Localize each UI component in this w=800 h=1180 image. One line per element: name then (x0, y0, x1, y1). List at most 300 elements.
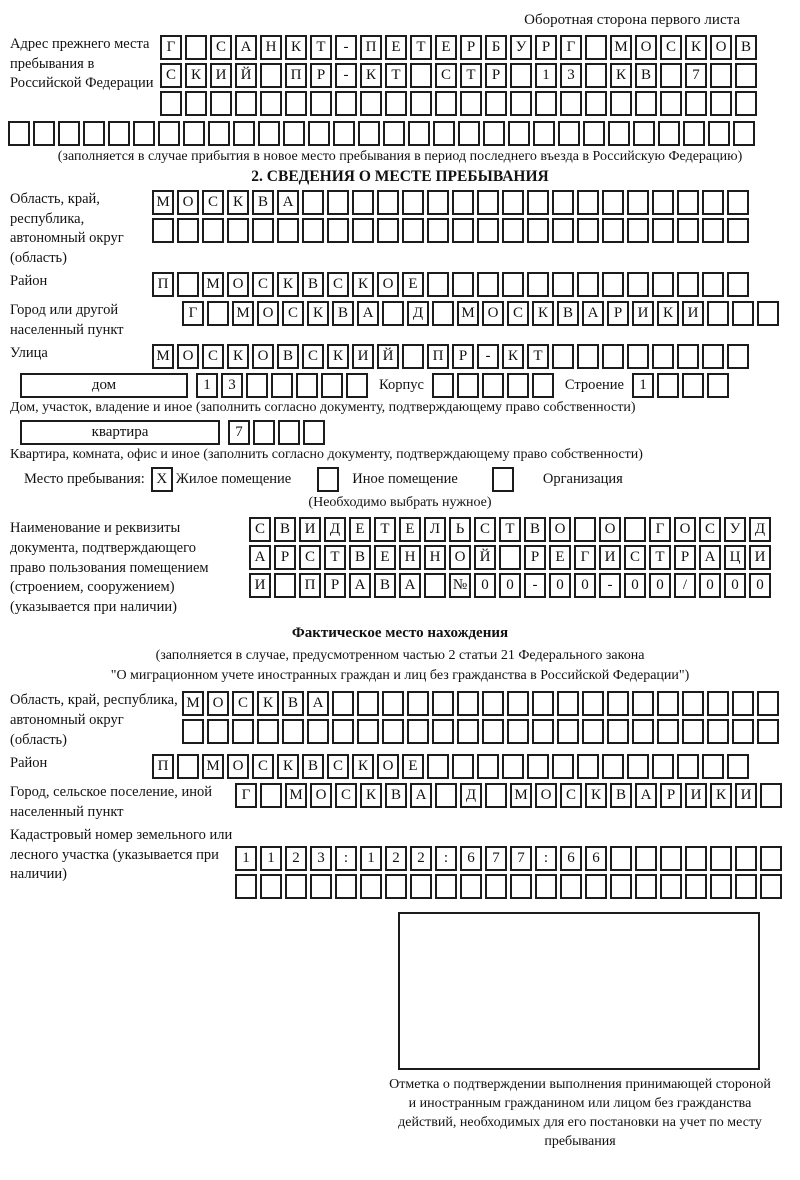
char-cell[interactable] (608, 121, 630, 146)
char-cell[interactable] (502, 218, 524, 243)
char-cell[interactable] (202, 218, 224, 243)
char-cell[interactable]: 1 (632, 373, 654, 398)
char-cell[interactable] (757, 691, 779, 716)
char-cell[interactable]: В (252, 190, 274, 215)
char-cell[interactable] (607, 719, 629, 744)
char-cell[interactable] (685, 846, 707, 871)
char-cell[interactable]: С (160, 63, 182, 88)
char-cell[interactable] (485, 91, 507, 116)
char-cell[interactable] (527, 218, 549, 243)
char-cell[interactable] (577, 190, 599, 215)
char-cell[interactable] (602, 754, 624, 779)
char-cell[interactable]: Й (377, 344, 399, 369)
char-cell[interactable] (657, 373, 679, 398)
char-cell[interactable]: М (285, 783, 307, 808)
char-cell[interactable]: О (535, 783, 557, 808)
char-cell[interactable]: М (152, 190, 174, 215)
char-cell[interactable]: О (177, 190, 199, 215)
char-cell[interactable]: 3 (560, 63, 582, 88)
char-cell[interactable] (183, 121, 205, 146)
char-cell[interactable] (185, 91, 207, 116)
char-cell[interactable] (410, 874, 432, 899)
char-cell[interactable]: О (599, 517, 621, 542)
char-cell[interactable]: Н (399, 545, 421, 570)
char-cell[interactable]: В (524, 517, 546, 542)
char-cell[interactable] (427, 218, 449, 243)
char-cell[interactable]: В (302, 754, 324, 779)
char-cell[interactable] (260, 63, 282, 88)
char-cell[interactable]: - (599, 573, 621, 598)
char-cell[interactable] (377, 218, 399, 243)
char-cell[interactable]: А (582, 301, 604, 326)
char-cell[interactable]: Е (435, 35, 457, 60)
char-cell[interactable]: Р (310, 63, 332, 88)
char-cell[interactable] (677, 272, 699, 297)
char-cell[interactable] (652, 190, 674, 215)
char-cell[interactable]: С (252, 272, 274, 297)
char-cell[interactable]: К (502, 344, 524, 369)
char-cell[interactable] (552, 190, 574, 215)
char-cell[interactable] (558, 121, 580, 146)
char-cell[interactable]: К (307, 301, 329, 326)
char-cell[interactable] (610, 91, 632, 116)
char-cell[interactable]: О (377, 272, 399, 297)
char-cell[interactable] (302, 190, 324, 215)
char-cell[interactable] (552, 754, 574, 779)
char-cell[interactable] (507, 691, 529, 716)
char-cell[interactable] (560, 874, 582, 899)
char-cell[interactable]: 7 (685, 63, 707, 88)
char-cell[interactable]: Т (410, 35, 432, 60)
char-cell[interactable] (708, 121, 730, 146)
char-cell[interactable] (635, 91, 657, 116)
char-cell[interactable] (660, 846, 682, 871)
char-cell[interactable] (260, 91, 282, 116)
char-cell[interactable] (427, 272, 449, 297)
char-cell[interactable]: : (435, 846, 457, 871)
char-cell[interactable]: О (227, 272, 249, 297)
char-cell[interactable] (460, 91, 482, 116)
char-cell[interactable] (733, 121, 755, 146)
char-cell[interactable]: Е (402, 272, 424, 297)
char-cell[interactable]: С (210, 35, 232, 60)
char-cell[interactable]: М (610, 35, 632, 60)
char-cell[interactable] (707, 691, 729, 716)
char-cell[interactable] (492, 467, 514, 492)
char-cell[interactable]: А (635, 783, 657, 808)
char-cell[interactable] (427, 754, 449, 779)
char-cell[interactable]: № (449, 573, 471, 598)
char-cell[interactable] (607, 691, 629, 716)
char-cell[interactable]: С (202, 344, 224, 369)
char-cell[interactable] (727, 754, 749, 779)
char-cell[interactable]: М (457, 301, 479, 326)
char-cell[interactable] (510, 874, 532, 899)
char-cell[interactable]: 0 (499, 573, 521, 598)
char-cell[interactable]: Т (374, 517, 396, 542)
char-cell[interactable] (757, 301, 779, 326)
char-cell[interactable]: С (435, 63, 457, 88)
char-cell[interactable]: И (599, 545, 621, 570)
char-cell[interactable] (385, 91, 407, 116)
char-cell[interactable] (732, 691, 754, 716)
char-cell[interactable]: : (535, 846, 557, 871)
char-cell[interactable]: 2 (285, 846, 307, 871)
char-cell[interactable]: 1 (535, 63, 557, 88)
char-cell[interactable]: И (682, 301, 704, 326)
char-cell[interactable] (253, 420, 275, 445)
char-cell[interactable]: И (632, 301, 654, 326)
char-cell[interactable]: Е (402, 754, 424, 779)
char-cell[interactable] (657, 691, 679, 716)
char-cell[interactable]: К (277, 754, 299, 779)
char-cell[interactable] (33, 121, 55, 146)
char-cell[interactable] (735, 63, 757, 88)
char-cell[interactable] (635, 874, 657, 899)
char-cell[interactable]: Р (674, 545, 696, 570)
char-cell[interactable] (360, 91, 382, 116)
char-cell[interactable]: В (277, 344, 299, 369)
char-cell[interactable]: 2 (410, 846, 432, 871)
char-cell[interactable] (532, 373, 554, 398)
char-cell[interactable] (177, 218, 199, 243)
char-cell[interactable] (352, 190, 374, 215)
char-cell[interactable]: - (335, 35, 357, 60)
char-cell[interactable]: С (302, 344, 324, 369)
char-cell[interactable]: И (352, 344, 374, 369)
char-cell[interactable] (485, 783, 507, 808)
char-cell[interactable]: В (557, 301, 579, 326)
char-cell[interactable]: 1 (196, 373, 218, 398)
char-cell[interactable]: М (202, 272, 224, 297)
char-cell[interactable] (452, 190, 474, 215)
char-cell[interactable] (460, 874, 482, 899)
char-cell[interactable]: С (660, 35, 682, 60)
char-cell[interactable]: Ь (449, 517, 471, 542)
char-cell[interactable] (335, 874, 357, 899)
char-cell[interactable] (477, 754, 499, 779)
char-cell[interactable]: Й (474, 545, 496, 570)
char-cell[interactable] (207, 301, 229, 326)
char-cell[interactable]: М (152, 344, 174, 369)
char-cell[interactable]: В (332, 301, 354, 326)
char-cell[interactable] (158, 121, 180, 146)
char-cell[interactable]: Р (535, 35, 557, 60)
char-cell[interactable] (332, 719, 354, 744)
char-cell[interactable] (207, 719, 229, 744)
char-cell[interactable]: А (349, 573, 371, 598)
char-cell[interactable]: К (352, 272, 374, 297)
char-cell[interactable] (402, 344, 424, 369)
char-cell[interactable]: С (202, 190, 224, 215)
char-cell[interactable] (452, 754, 474, 779)
char-cell[interactable] (307, 719, 329, 744)
char-cell[interactable]: К (710, 783, 732, 808)
char-cell[interactable]: О (310, 783, 332, 808)
char-cell[interactable] (527, 190, 549, 215)
char-cell[interactable]: К (285, 35, 307, 60)
char-cell[interactable] (702, 344, 724, 369)
char-cell[interactable]: Р (452, 344, 474, 369)
char-cell[interactable] (296, 373, 318, 398)
char-cell[interactable] (652, 218, 674, 243)
char-cell[interactable] (260, 783, 282, 808)
char-cell[interactable]: Т (649, 545, 671, 570)
char-cell[interactable]: К (227, 344, 249, 369)
char-cell[interactable] (582, 691, 604, 716)
char-cell[interactable] (285, 91, 307, 116)
char-cell[interactable] (552, 218, 574, 243)
char-cell[interactable]: П (360, 35, 382, 60)
char-cell[interactable]: О (674, 517, 696, 542)
char-cell[interactable] (660, 91, 682, 116)
char-cell[interactable] (308, 121, 330, 146)
char-cell[interactable] (652, 344, 674, 369)
char-cell[interactable] (410, 91, 432, 116)
char-cell[interactable]: Р (524, 545, 546, 570)
char-cell[interactable]: 1 (360, 846, 382, 871)
char-cell[interactable] (252, 218, 274, 243)
char-cell[interactable]: 7 (510, 846, 532, 871)
char-cell[interactable] (727, 344, 749, 369)
char-cell[interactable] (152, 218, 174, 243)
char-cell[interactable] (583, 121, 605, 146)
char-cell[interactable]: Д (324, 517, 346, 542)
char-cell[interactable] (508, 121, 530, 146)
char-cell[interactable] (435, 91, 457, 116)
char-cell[interactable] (485, 874, 507, 899)
char-cell[interactable]: К (277, 272, 299, 297)
char-cell[interactable]: С (335, 783, 357, 808)
char-cell[interactable]: С (282, 301, 304, 326)
char-cell[interactable]: О (549, 517, 571, 542)
char-cell[interactable] (435, 874, 457, 899)
char-cell[interactable] (727, 272, 749, 297)
char-cell[interactable]: В (610, 783, 632, 808)
char-cell[interactable]: В (349, 545, 371, 570)
char-cell[interactable]: Г (160, 35, 182, 60)
char-cell[interactable]: Е (549, 545, 571, 570)
char-cell[interactable]: Й (235, 63, 257, 88)
char-cell[interactable] (327, 190, 349, 215)
char-cell[interactable] (585, 35, 607, 60)
char-cell[interactable]: К (185, 63, 207, 88)
char-cell[interactable]: - (477, 344, 499, 369)
char-cell[interactable]: А (249, 545, 271, 570)
char-cell[interactable]: А (699, 545, 721, 570)
char-cell[interactable]: 1 (260, 846, 282, 871)
char-cell[interactable]: В (282, 691, 304, 716)
char-cell[interactable]: А (307, 691, 329, 716)
char-cell[interactable]: О (207, 691, 229, 716)
char-cell[interactable]: 0 (749, 573, 771, 598)
char-cell[interactable] (358, 121, 380, 146)
char-cell[interactable]: 0 (649, 573, 671, 598)
char-cell[interactable]: Ц (724, 545, 746, 570)
char-cell[interactable]: 1 (235, 846, 257, 871)
char-cell[interactable]: И (299, 517, 321, 542)
char-cell[interactable] (510, 63, 532, 88)
char-cell[interactable] (710, 91, 732, 116)
char-cell[interactable]: Р (460, 35, 482, 60)
char-cell[interactable]: Е (399, 517, 421, 542)
char-cell[interactable] (677, 344, 699, 369)
char-cell[interactable] (702, 754, 724, 779)
char-cell[interactable]: Р (324, 573, 346, 598)
char-cell[interactable] (432, 301, 454, 326)
char-cell[interactable]: Р (274, 545, 296, 570)
char-cell[interactable] (185, 35, 207, 60)
char-cell[interactable]: И (685, 783, 707, 808)
char-cell[interactable] (577, 344, 599, 369)
char-cell[interactable] (757, 719, 779, 744)
char-cell[interactable]: : (335, 846, 357, 871)
char-cell[interactable] (557, 719, 579, 744)
char-cell[interactable] (408, 121, 430, 146)
char-cell[interactable] (382, 719, 404, 744)
char-cell[interactable] (627, 272, 649, 297)
char-cell[interactable]: А (357, 301, 379, 326)
char-cell[interactable]: В (385, 783, 407, 808)
char-cell[interactable] (477, 190, 499, 215)
char-cell[interactable] (352, 218, 374, 243)
char-cell[interactable] (303, 420, 325, 445)
char-cell[interactable]: / (674, 573, 696, 598)
char-cell[interactable]: Б (485, 35, 507, 60)
char-cell[interactable] (177, 754, 199, 779)
char-cell[interactable] (407, 691, 429, 716)
char-cell[interactable]: О (257, 301, 279, 326)
char-cell[interactable] (424, 573, 446, 598)
char-cell[interactable]: С (507, 301, 529, 326)
char-cell[interactable] (133, 121, 155, 146)
char-cell[interactable] (627, 190, 649, 215)
char-cell[interactable] (527, 272, 549, 297)
char-cell[interactable] (735, 874, 757, 899)
char-cell[interactable] (632, 719, 654, 744)
char-cell[interactable] (624, 517, 646, 542)
char-cell[interactable]: К (327, 344, 349, 369)
char-cell[interactable]: 0 (549, 573, 571, 598)
char-cell[interactable]: 6 (560, 846, 582, 871)
char-cell[interactable]: Т (527, 344, 549, 369)
char-cell[interactable]: М (182, 691, 204, 716)
char-cell[interactable]: П (299, 573, 321, 598)
char-cell[interactable] (274, 573, 296, 598)
char-cell[interactable] (577, 218, 599, 243)
char-cell[interactable]: Н (424, 545, 446, 570)
char-cell[interactable] (677, 754, 699, 779)
char-cell[interactable] (602, 344, 624, 369)
char-cell[interactable]: О (227, 754, 249, 779)
char-cell[interactable] (710, 874, 732, 899)
char-cell[interactable]: К (360, 63, 382, 88)
char-cell[interactable] (702, 218, 724, 243)
char-cell[interactable]: X (151, 467, 173, 492)
char-cell[interactable]: А (235, 35, 257, 60)
char-cell[interactable]: И (249, 573, 271, 598)
char-cell[interactable] (499, 545, 521, 570)
char-cell[interactable] (627, 344, 649, 369)
char-cell[interactable] (357, 719, 379, 744)
char-cell[interactable]: 7 (228, 420, 250, 445)
char-cell[interactable] (278, 420, 300, 445)
char-cell[interactable]: И (735, 783, 757, 808)
char-cell[interactable]: Е (385, 35, 407, 60)
char-cell[interactable] (682, 719, 704, 744)
char-cell[interactable] (585, 63, 607, 88)
char-cell[interactable] (760, 846, 782, 871)
char-cell[interactable] (383, 121, 405, 146)
char-cell[interactable] (432, 719, 454, 744)
char-cell[interactable]: И (749, 545, 771, 570)
char-cell[interactable]: - (524, 573, 546, 598)
char-cell[interactable] (707, 301, 729, 326)
char-cell[interactable]: О (710, 35, 732, 60)
char-cell[interactable]: М (232, 301, 254, 326)
char-cell[interactable]: Т (460, 63, 482, 88)
char-cell[interactable] (257, 719, 279, 744)
char-cell[interactable] (683, 121, 705, 146)
char-cell[interactable]: П (427, 344, 449, 369)
char-cell[interactable] (532, 719, 554, 744)
char-cell[interactable] (8, 121, 30, 146)
char-cell[interactable] (582, 719, 604, 744)
char-cell[interactable]: И (210, 63, 232, 88)
char-cell[interactable] (677, 218, 699, 243)
char-cell[interactable]: - (335, 63, 357, 88)
char-cell[interactable] (577, 754, 599, 779)
char-cell[interactable] (402, 218, 424, 243)
char-cell[interactable] (610, 846, 632, 871)
char-cell[interactable]: 6 (460, 846, 482, 871)
char-cell[interactable]: С (299, 545, 321, 570)
char-cell[interactable] (357, 691, 379, 716)
char-cell[interactable] (283, 121, 305, 146)
char-cell[interactable] (557, 691, 579, 716)
char-cell[interactable] (652, 272, 674, 297)
char-cell[interactable] (282, 719, 304, 744)
char-cell[interactable] (507, 373, 529, 398)
char-cell[interactable]: 3 (310, 846, 332, 871)
char-cell[interactable]: Т (385, 63, 407, 88)
char-cell[interactable]: В (735, 35, 757, 60)
char-cell[interactable]: 7 (485, 846, 507, 871)
char-cell[interactable] (233, 121, 255, 146)
char-cell[interactable]: Г (574, 545, 596, 570)
char-cell[interactable] (260, 874, 282, 899)
char-cell[interactable] (452, 218, 474, 243)
char-cell[interactable]: Д (460, 783, 482, 808)
char-cell[interactable]: Г (235, 783, 257, 808)
char-cell[interactable] (327, 218, 349, 243)
char-cell[interactable] (432, 373, 454, 398)
char-cell[interactable] (182, 719, 204, 744)
char-cell[interactable]: М (202, 754, 224, 779)
char-cell[interactable] (271, 373, 293, 398)
char-cell[interactable]: П (152, 272, 174, 297)
char-cell[interactable] (682, 691, 704, 716)
char-cell[interactable] (602, 218, 624, 243)
char-cell[interactable] (432, 691, 454, 716)
char-cell[interactable] (317, 467, 339, 492)
char-cell[interactable] (452, 272, 474, 297)
char-cell[interactable] (335, 91, 357, 116)
char-cell[interactable]: О (177, 344, 199, 369)
char-cell[interactable] (457, 719, 479, 744)
char-cell[interactable] (160, 91, 182, 116)
char-cell[interactable] (277, 218, 299, 243)
